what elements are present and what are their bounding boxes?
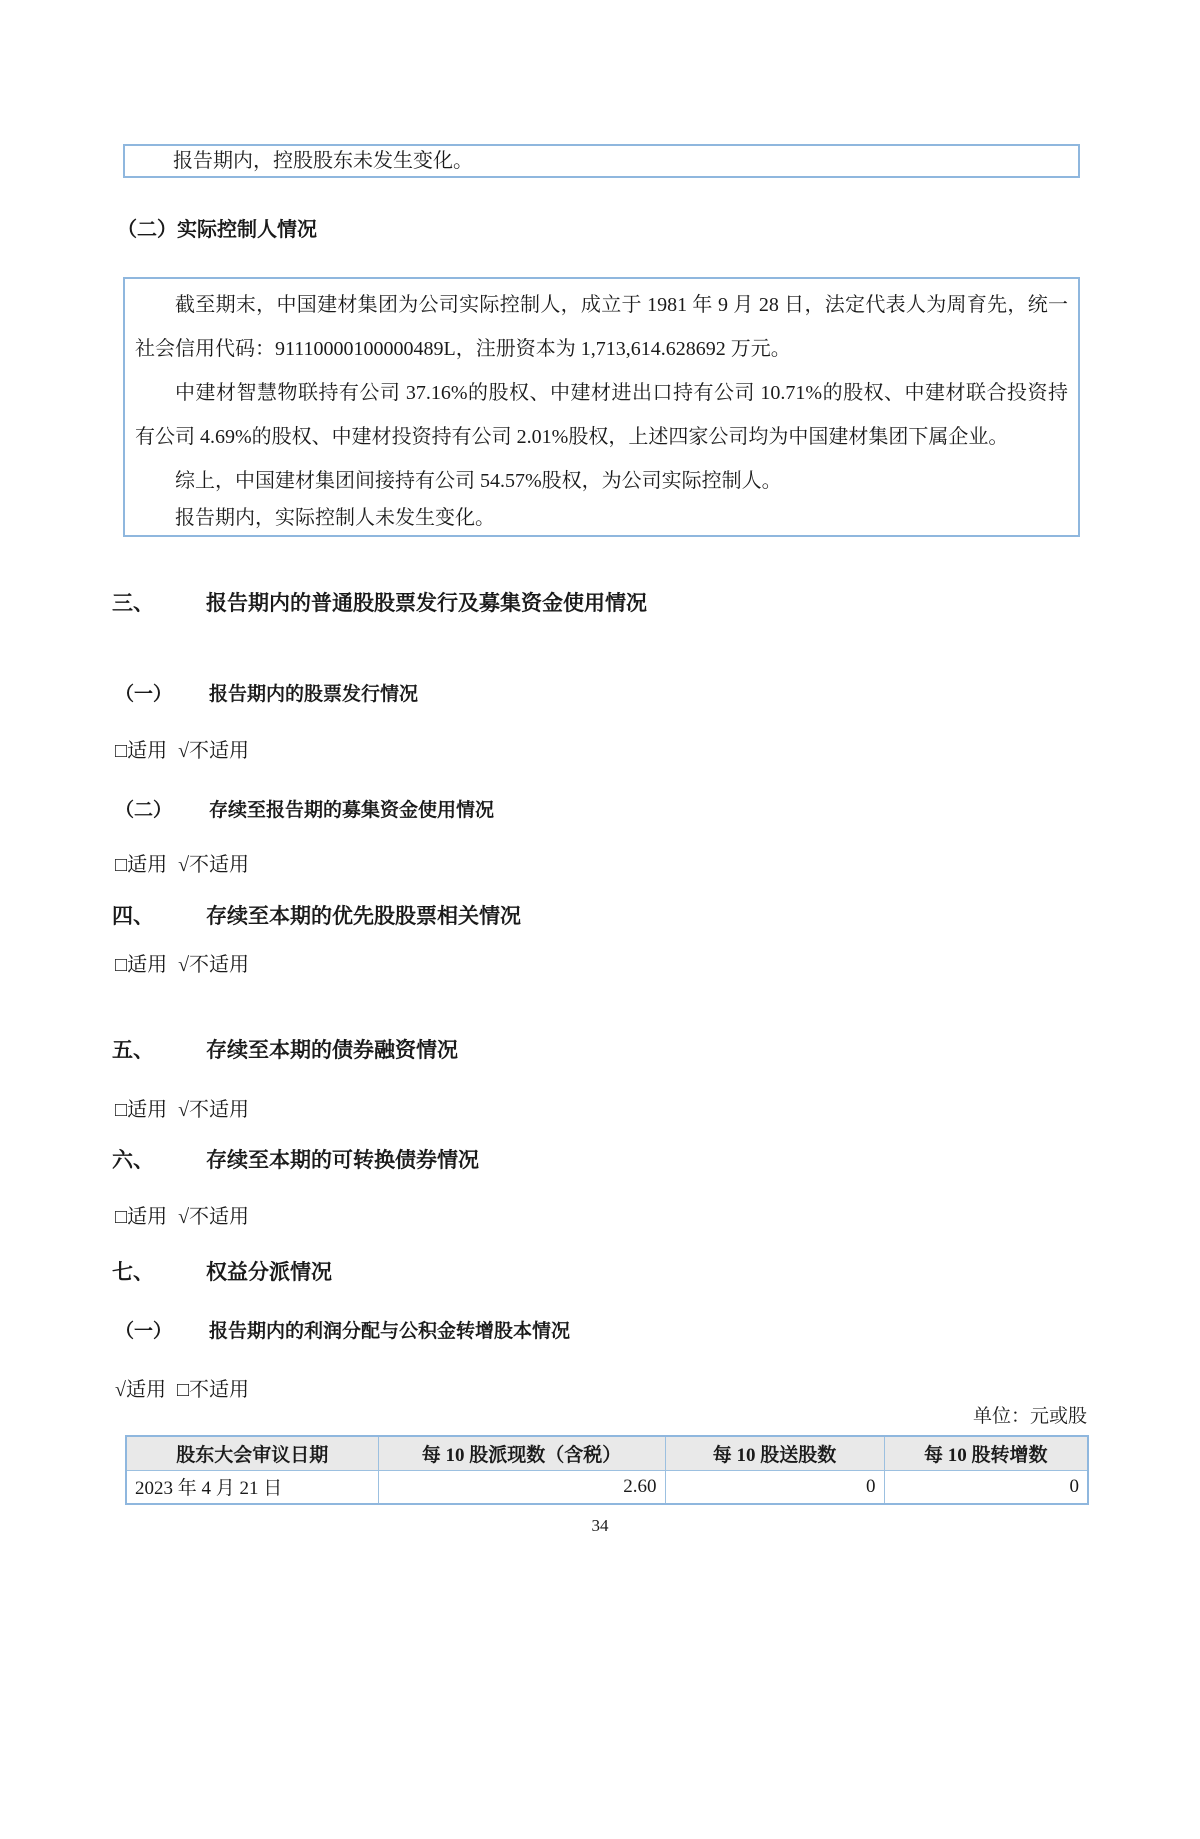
paragraph-controller-3: 综上，中国建材集团间接持有公司 54.57%股权，为公司实际控制人。 (175, 470, 782, 492)
cell-bonus-per-10-shares: 0 (665, 1470, 884, 1504)
note-text: 报告期内，控股股东未发生变化。 (173, 150, 473, 172)
heading-text: （二）实际控制人情况 (117, 219, 317, 241)
paragraph-controller-4: 报告期内，实际控制人未发生变化。 (175, 507, 495, 529)
applicability-line: □适用 √不适用 (115, 1206, 250, 1228)
heading-section-7 (112, 1257, 1087, 1287)
heading-section-4 (112, 901, 1087, 931)
document-page (0, 144, 1200, 1538)
table-header-bonus-per-10-shares: 每 10 股送股数 (665, 1436, 884, 1470)
heading-title: 存续至报告期的募集资金使用情况 (209, 800, 495, 821)
heading-section-5 (112, 1035, 1087, 1065)
heading-number: 六、 (112, 1148, 154, 1172)
heading-actual-controller (117, 216, 1087, 244)
paragraph-controller-2: 中建材智慧物联持有公司 37.16%的股权、中建材进出口持有公司 10.71%的股权、中建材联合投资持有公司 4.69%的股权、中建材投资持有公司 2.01%股权，上述四家公司均为中国建材集团下属企业。 (135, 382, 1068, 448)
applicability-line: □适用 √不适用 (115, 740, 250, 762)
heading-number: （一） (115, 1321, 173, 1342)
heading-section-7-1 (115, 1319, 1087, 1345)
heading-section-6 (112, 1145, 1087, 1175)
heading-title: 报告期内的普通股股票发行及募集资金使用情况 (206, 591, 647, 615)
heading-title: 存续至本期的可转换债券情况 (206, 1148, 479, 1172)
heading-title: 存续至本期的债券融资情况 (206, 1038, 458, 1062)
controlling-shareholder-note-box (123, 144, 1080, 178)
heading-section-3-2 (115, 798, 1087, 824)
paragraph-controller-1: 截至期末，中国建材集团为公司实际控制人，成立于 1981 年 9 月 28 日，法定代表人为周育先，统一社会信用代码：91110000100000489L，注册资本为 1,713,614.628692 万元。 (135, 294, 1068, 360)
heading-number: （二） (115, 800, 173, 821)
cell-meeting-date: 2023 年 4 月 21 日 (126, 1470, 378, 1504)
heading-number: 三、 (112, 591, 154, 615)
heading-section-3-1 (115, 682, 1087, 708)
table-header-cash-per-10-shares: 每 10 股派现数（含税） (378, 1436, 665, 1470)
heading-number: 四、 (112, 904, 154, 928)
actual-controller-box (123, 277, 1080, 537)
applicability-line: □适用 √不适用 (115, 854, 250, 876)
applicability-line: □适用 √不适用 (115, 1099, 250, 1121)
unit-label: 单位：元或股 (972, 1406, 1087, 1427)
table-header-meeting-date: 股东大会审议日期 (126, 1436, 378, 1470)
cell-conversion-per-10-shares: 0 (884, 1470, 1088, 1504)
applicability-line: √适用 □不适用 (115, 1379, 250, 1401)
dividend-table (125, 1435, 1089, 1505)
heading-title: 报告期内的利润分配与公积金转增股本情况 (209, 1321, 571, 1342)
table-row (126, 1470, 1088, 1504)
heading-title: 存续至本期的优先股股票相关情况 (206, 904, 521, 928)
heading-title: 报告期内的股票发行情况 (209, 684, 419, 705)
table-header-row (126, 1436, 1088, 1470)
applicability-line: □适用 √不适用 (115, 954, 250, 976)
heading-number: （一） (115, 684, 173, 705)
heading-title: 权益分派情况 (206, 1260, 332, 1284)
table-header-conversion-per-10-shares: 每 10 股转增数 (884, 1436, 1088, 1470)
cell-cash-per-10-shares: 2.60 (378, 1470, 665, 1504)
heading-number: 五、 (112, 1038, 154, 1062)
page-number: 34 (591, 1516, 609, 1535)
heading-number: 七、 (112, 1260, 154, 1284)
heading-section-3 (112, 588, 1087, 618)
